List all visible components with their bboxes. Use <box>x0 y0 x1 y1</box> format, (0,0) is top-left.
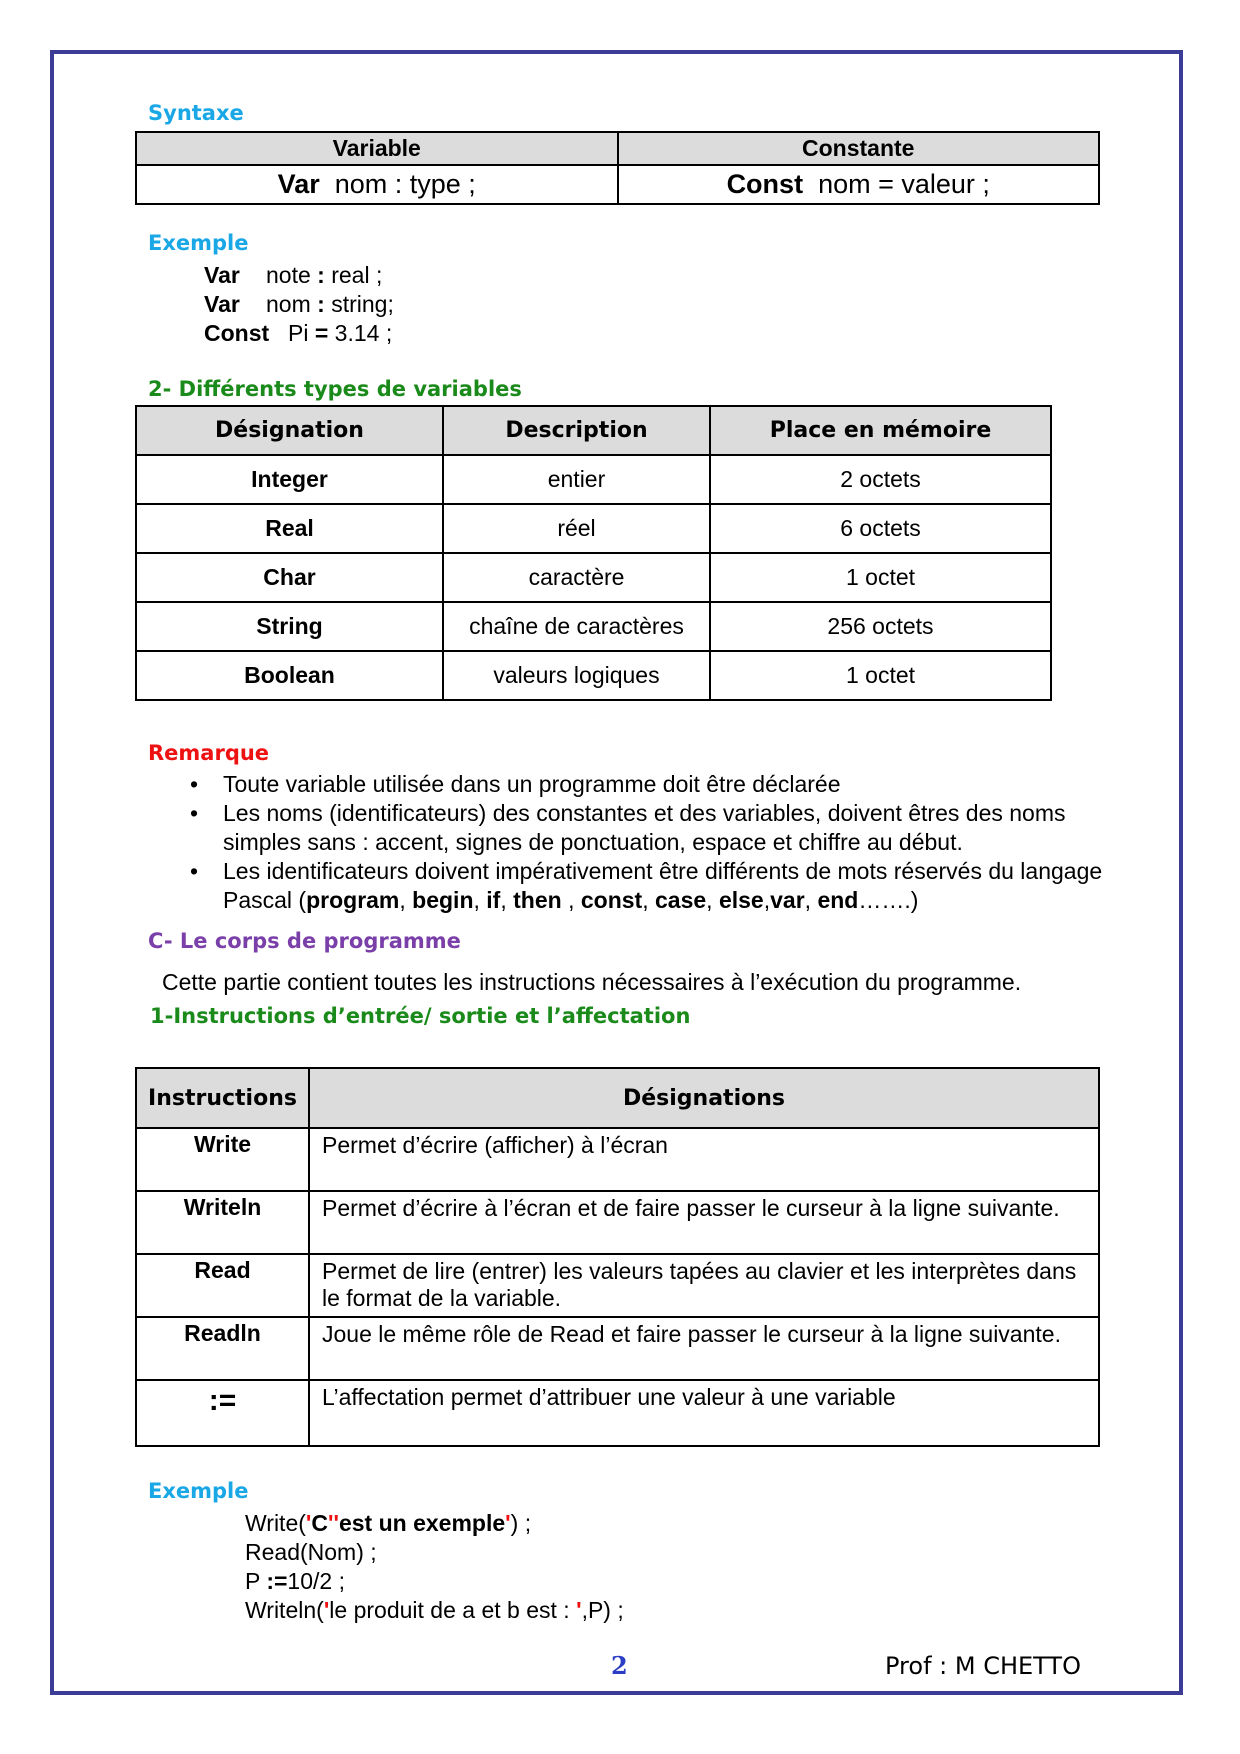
code-keyword: Var <box>204 291 240 317</box>
type-description: réel <box>443 504 710 553</box>
reserved-word: program <box>306 887 400 913</box>
types-col-designation: Désignation <box>136 406 443 455</box>
remark-text: …….) <box>858 887 919 913</box>
instructions-col-designation: Désignations <box>309 1068 1099 1128</box>
type-size: 1 octet <box>710 651 1051 700</box>
type-description: chaîne de caractères <box>443 602 710 651</box>
type-size: 6 octets <box>710 504 1051 553</box>
code-operator: : <box>317 291 325 317</box>
code-ident: note <box>266 262 318 288</box>
syntax-var-cell <box>136 165 618 204</box>
type-size: 1 octet <box>710 553 1051 602</box>
reserved-word: if <box>486 887 501 913</box>
instruction-description: Joue le même rôle de Read et faire passer le curseur à la ligne suivante. <box>309 1317 1099 1380</box>
syntax-const-cell <box>618 165 1100 204</box>
author-label: Prof : M CHETTO <box>885 1652 1081 1680</box>
code-text: ) ; <box>510 1510 532 1536</box>
types-heading: 2- Différents types de variables <box>148 377 522 401</box>
type-size: 256 octets <box>710 602 1051 651</box>
table-row <box>136 553 1051 602</box>
type-name: Real <box>136 504 443 553</box>
quote-mark: ' <box>505 1510 511 1536</box>
code-keyword: Const <box>204 320 270 346</box>
type-name: Char <box>136 553 443 602</box>
type-description: valeurs logiques <box>443 651 710 700</box>
code-string: le produit de a et b est : <box>329 1597 577 1623</box>
syntax-col-variable: Variable <box>136 132 618 165</box>
code-text: ,P) ; <box>581 1597 624 1623</box>
instructions-table <box>135 1067 1100 1447</box>
types-col-description: Description <box>443 406 710 455</box>
code-value: real ; <box>324 262 383 288</box>
code-text: Writeln( <box>245 1597 324 1623</box>
table-row <box>136 455 1051 504</box>
quote-mark: ' <box>576 1597 582 1623</box>
instruction-name: Readln <box>136 1317 309 1380</box>
reserved-word: end <box>817 887 859 913</box>
code-value: 3.14 ; <box>328 320 393 346</box>
example1-line-2 <box>204 291 394 318</box>
instruction-description: Permet de lire (entrer) les valeurs tapées au clavier et les interprètes dans le format de la variable. <box>309 1254 1099 1317</box>
type-description: caractère <box>443 553 710 602</box>
var-declaration: nom : type ; <box>334 169 476 199</box>
instruction-description: L’affectation permet d’attribuer une valeur à une variable <box>309 1380 1099 1446</box>
instructions-heading: 1-Instructions d’entrée/ sortie et l’affectation <box>150 1004 691 1028</box>
reserved-word: then <box>513 887 562 913</box>
const-declaration: nom = valeur ; <box>818 169 990 199</box>
table-row <box>136 1317 1099 1380</box>
reserved-word: else <box>718 887 764 913</box>
example1-heading: Exemple <box>148 231 249 255</box>
quote-mark: ' <box>323 1597 330 1623</box>
table-row <box>136 1380 1099 1446</box>
remark-text: Toute variable utilisée dans un programme doit être déclarée <box>223 771 841 797</box>
instruction-description: Permet d’écrire à l’écran et de faire passer le curseur à la ligne suivante. <box>309 1191 1099 1254</box>
list-item <box>190 770 1110 799</box>
code-ident: Pi <box>288 320 315 346</box>
code-operator: = <box>314 320 329 346</box>
remark-text: Les noms (identificateurs) des constantes et des variables, doivent êtres des noms simples sans : accent, signes de ponctuation, espace et chiffre au début. <box>223 800 1066 855</box>
reserved-word: case <box>655 887 707 913</box>
page-number: 2 <box>611 1651 628 1680</box>
code-text: P <box>245 1568 267 1594</box>
quote-mark: '' <box>328 1510 339 1536</box>
code-string: C <box>311 1510 329 1536</box>
example1-line-1 <box>204 262 382 289</box>
var-keyword: Var <box>277 169 320 199</box>
body-section-heading: C- Le corps de programme <box>148 929 461 953</box>
instructions-col-name: Instructions <box>136 1068 309 1128</box>
quote-mark: ' <box>305 1510 312 1536</box>
instruction-name: := <box>136 1380 309 1446</box>
table-row <box>136 602 1051 651</box>
remark-text: Les identificateurs doivent impérativement être différents de mots réservés du langage Pascal ( <box>223 858 1103 913</box>
const-keyword: Const <box>726 169 804 199</box>
list-item: • Les identificateurs doivent impérativement être différents de mots réservés du langage Pascal (program, begin, if, then , const, case, else,var, end…….) <box>190 857 1110 915</box>
example2-line-2 <box>245 1539 377 1566</box>
example2-line-1 <box>245 1510 531 1537</box>
table-row <box>136 1128 1099 1191</box>
code-ident: nom <box>266 291 318 317</box>
list-item <box>190 799 1110 857</box>
types-col-memory: Place en mémoire <box>710 406 1051 455</box>
type-name: Integer <box>136 455 443 504</box>
remark-heading: Remarque <box>148 741 270 765</box>
syntax-heading: Syntaxe <box>148 101 244 125</box>
code-keyword: Var <box>204 262 240 288</box>
instruction-name: Write <box>136 1128 309 1191</box>
example2-line-3 <box>245 1568 345 1595</box>
code-string: est un exemple <box>338 1510 506 1536</box>
remark-list <box>190 770 1110 915</box>
code-text: Write( <box>245 1510 306 1536</box>
code-operator: := <box>266 1568 288 1594</box>
instruction-name: Writeln <box>136 1191 309 1254</box>
table-row <box>136 504 1051 553</box>
example2-line-4 <box>245 1597 624 1624</box>
type-size: 2 octets <box>710 455 1051 504</box>
example1-line-3 <box>204 320 392 347</box>
code-text: Read(Nom) ; <box>245 1539 377 1565</box>
types-table <box>135 405 1052 701</box>
instruction-description: Permet d’écrire (afficher) à l’écran <box>309 1128 1099 1191</box>
table-row <box>136 1254 1099 1317</box>
syntax-table <box>135 131 1100 205</box>
type-name: Boolean <box>136 651 443 700</box>
reserved-word: begin <box>412 887 474 913</box>
table-row <box>136 651 1051 700</box>
syntax-col-constante: Constante <box>618 132 1100 165</box>
type-description: entier <box>443 455 710 504</box>
instruction-name: Read <box>136 1254 309 1317</box>
table-row <box>136 1191 1099 1254</box>
example2-heading: Exemple <box>148 1479 249 1503</box>
reserved-word: const <box>580 887 643 913</box>
type-name: String <box>136 602 443 651</box>
reserved-word: var <box>770 887 805 913</box>
code-value: string; <box>324 291 394 317</box>
body-section-text: Cette partie contient toutes les instructions nécessaires à l’exécution du programme. <box>162 969 1022 995</box>
code-operator: : <box>317 262 325 288</box>
code-text: 10/2 ; <box>287 1568 345 1594</box>
